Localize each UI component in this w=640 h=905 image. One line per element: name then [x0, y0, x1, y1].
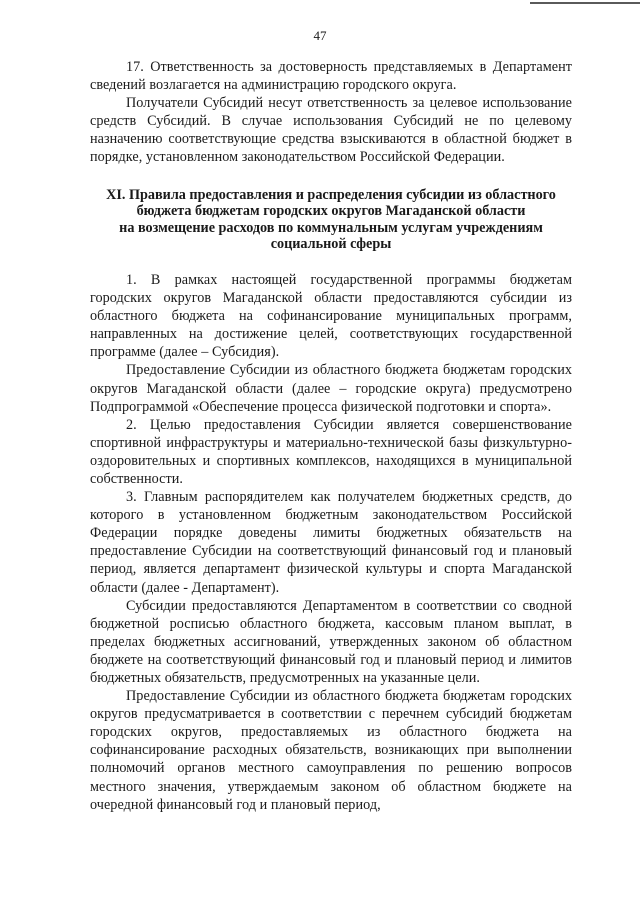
section-heading-line: социальной сферы: [270, 236, 392, 253]
paragraph-1: 1. В рамках настоящей государственной программы бюджетам городских округов Магаданской области предоставляются субсидии из областного бюджета на софинансирование муниципальных программ, направленных на достижение целей, соответствующих государственной программе (далее – Субсидия).: [90, 271, 572, 361]
paragraph-subsidy-provision: Субсидии предоставляются Департаментом в соответствии со сводной бюджетной росписью областного бюджета, кассовым планом выплат, в пределах бюджетных ассигнований, утвержденных законом об областном бюджете на соответствующий финансовый год и плановый период и лимитов бюджетных обязательств, предусмотренных на указанные цели.: [90, 597, 572, 686]
paragraph-17: 17. Ответственность за достоверность представляемых в Департамент сведений возлагается на администрацию городского округа.: [90, 59, 572, 94]
paragraph-recipients-responsibility: Получатели Субсидий несут ответственность за целевое использование средств Субсидий. В случае использования Субсидий не по целевому назначению соответствующие средства взыскиваются в областной бюджет в порядке, установленном законодательством Российской Федерации.: [90, 95, 572, 166]
section-heading-line: на возмещение расходов по коммунальным услугам учреждениям: [119, 219, 543, 236]
paragraph-2: 2. Целью предоставления Субсидии является совершенствование спортивной инфраструктуры и материально-технической базы физкультурно-оздоровительных и спортивных комплексов, находящихся в муниципальной собственности.: [90, 416, 572, 487]
section-heading-line: бюджета бюджетам городских округов Магаданской области: [136, 203, 526, 220]
section-heading-line: XI. Правила предоставления и распределения субсидии из областного: [106, 186, 556, 203]
section-heading: [90, 187, 572, 253]
paragraph-subprogram: Предоставление Субсидии из областного бюджета бюджетам городских округов Магаданской области (далее – городские округа) предусмотрено Подпрограммой «Обеспечение процесса физической подготовки и спорта».: [90, 362, 572, 415]
paragraph-subsidy-list: Предоставление Субсидии из областного бюджета бюджетам городских округов предусматривается в соответствии с перечнем субсидий бюджетам городских округов, предоставляемых из областного бюджета на софинансирование расходных обязательств, возникающих при выполнении полномочий органов местного самоуправления по решению вопросов местного значения, утверждаемым законом об областном бюджете на очередной финансовый год и плановый период,: [90, 688, 572, 813]
document-body: [90, 58, 572, 814]
paragraph-3: 3. Главным распорядителем как получателем бюджетных средств, до которого в установленном бюджетным законодательством Российской Федерации порядке доведены лимиты бюджетных обязательств на предоставление Субсидии на соответствующий финансовый год и плановый период, является департамент физической культуры и спорта Магаданской области (далее - Департамент).: [90, 489, 572, 596]
page-number: 47: [313, 28, 327, 43]
scan-edge-mark: [530, 2, 640, 4]
